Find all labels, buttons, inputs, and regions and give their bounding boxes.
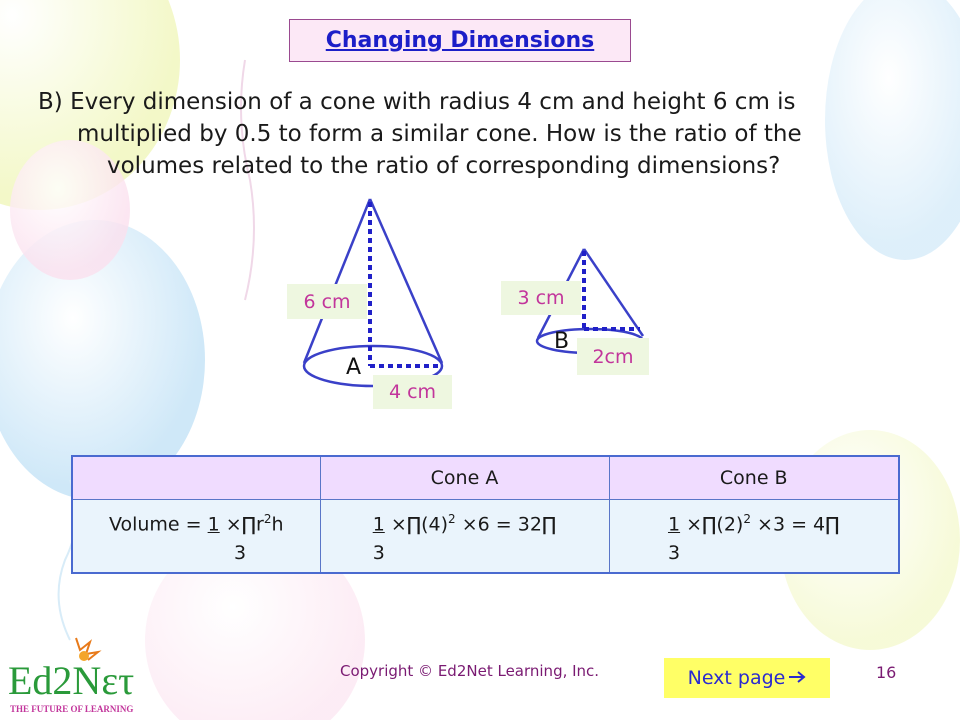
cone-b-letter: B — [554, 329, 570, 354]
table-header-cell: Cone B — [609, 456, 899, 500]
page-number: 16 — [876, 663, 897, 682]
formula-denominator: 3 — [233, 541, 247, 564]
cone-b-exponent: 2 — [743, 512, 751, 527]
cone-b-height-label: 3 cm — [501, 281, 581, 315]
table-header-cell — [72, 456, 320, 500]
formula-rest-a: ×∏r — [219, 513, 264, 536]
cone-b-volume-cell — [609, 500, 899, 574]
cone-b-expr-b: ×3 = 4∏ — [750, 513, 840, 536]
question-line-2: multiplied by 0.5 to form a similar cone. How is the ratio of the — [77, 121, 802, 147]
cone-b-expr-a: ×∏(2) — [680, 513, 744, 536]
copyright-text: Copyright © Ed2Net Learning, Inc. — [340, 662, 600, 680]
cone-a-radius-label: 4 cm — [373, 375, 452, 409]
cone-a-denominator: 3 — [372, 541, 385, 564]
cone-a-expr-b: ×6 = 32∏ — [455, 513, 557, 536]
ed2net-logo — [4, 634, 154, 718]
formula-exponent: 2 — [263, 512, 272, 527]
logo-tagline: THE FUTURE OF LEARNING — [10, 704, 134, 714]
table-row — [72, 500, 899, 574]
cone-a-expr-a: ×∏(4) — [384, 513, 449, 536]
cone-b-radius-label: 2cm — [577, 338, 649, 375]
volume-table — [71, 455, 900, 574]
cone-b-denominator: 3 — [667, 541, 681, 564]
cone-a-exponent: 2 — [448, 512, 456, 527]
formula-numerator: 1 — [207, 513, 220, 536]
cone-a-numerator: 1 — [372, 513, 385, 536]
table-header-cell: Cone A — [320, 456, 609, 500]
question-line-1: B) Every dimension of a cone with radius 4 cm and height 6 cm is — [38, 89, 796, 115]
next-page-label: Next page — [687, 667, 786, 689]
formula-rest-b: h — [271, 513, 284, 536]
question-line-3: volumes related to the ratio of corresponding dimensions? — [107, 153, 781, 179]
cone-a-volume-cell — [320, 500, 609, 574]
volume-formula-cell — [72, 500, 320, 574]
cone-a-letter: A — [346, 355, 362, 380]
slide-title: Changing Dimensions — [325, 28, 595, 53]
arrow-right-icon — [788, 667, 806, 689]
next-page-button[interactable] — [664, 658, 830, 698]
logo-text: Ed2Nετ — [8, 658, 135, 703]
formula-lhs: Volume = — [108, 513, 208, 536]
cone-b-numerator: 1 — [667, 513, 681, 536]
table-header-row — [72, 456, 899, 500]
cone-a-height-label: 6 cm — [287, 284, 367, 319]
